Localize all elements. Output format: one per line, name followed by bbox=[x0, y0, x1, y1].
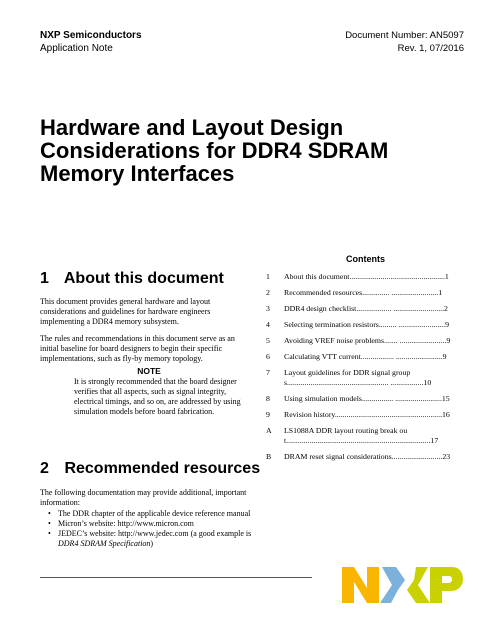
logo-x-left bbox=[380, 567, 405, 603]
note-title: NOTE bbox=[137, 366, 161, 376]
logo-p bbox=[430, 567, 463, 603]
section-1-body bbox=[40, 297, 252, 371]
toc-entry-5[interactable]: 5 Avoiding VREF noise problems....... ........................9 bbox=[266, 336, 451, 345]
table-of-contents bbox=[266, 272, 462, 462]
toc-entry-B[interactable]: B DRAM reset signal considerations..........................23 bbox=[266, 452, 451, 461]
doc-type: Application Note bbox=[40, 43, 113, 54]
toc-entry-3[interactable]: 3 DDR4 design checklist.................. ..........................2 bbox=[266, 304, 448, 313]
section-1-para-1: This document provides general hardware and layout considerations and guidelines for hardware engineers implementing a DDR4 memory subsystem. bbox=[40, 297, 211, 326]
toc-entry-6[interactable]: 6 Calculating VTT current................. ........................9 bbox=[266, 352, 447, 361]
document-title: Hardware and Layout Design Considerations for DDR4 SDRAM Memory Interfaces bbox=[40, 115, 389, 186]
toc-entry-9[interactable]: 9 Revision history.......................................................16 bbox=[266, 410, 450, 419]
toc-entry-1[interactable]: 1 About this document.................................................1 bbox=[266, 272, 449, 281]
resource-list bbox=[40, 509, 252, 549]
section-2-intro: The following documentation may provide additional, important information: bbox=[40, 488, 247, 507]
section-1-para-2: The rules and recommendations in this document serve as an initial baseline for board designers to begin their specific implementations, such as fly-by memory topology. bbox=[40, 334, 235, 363]
doc-number: Document Number: AN5097 bbox=[345, 30, 464, 41]
section-2-title: Recommended resources bbox=[64, 460, 261, 477]
logo-x-right bbox=[407, 567, 430, 603]
resource-item: • Micron’s website: http://www.micron.com bbox=[58, 519, 252, 529]
header-right bbox=[345, 29, 464, 55]
toc-entry-8[interactable]: 8 Using simulation models................ ........................15 bbox=[266, 394, 450, 403]
nxp-logo bbox=[340, 566, 464, 604]
company-name: NXP Semiconductors bbox=[40, 30, 142, 41]
contents-title: Contents bbox=[346, 254, 385, 264]
toc-entry-7[interactable]: 7 Layout guidelines for DDR signal groups.................................................... .................10 bbox=[266, 368, 432, 387]
section-1-heading bbox=[40, 270, 224, 288]
toc-entry-4[interactable]: 4 Selecting termination resistors......... ........................9 bbox=[266, 320, 450, 329]
section-1-title: About this document bbox=[63, 270, 224, 287]
note-box bbox=[74, 366, 252, 417]
footer-rule bbox=[40, 577, 312, 578]
note-text: It is strongly recommended that the board designer verifies that all aspects, such as signal integrity, electrical timings, and so on, are addressed by using simulation models before board fabrication. bbox=[74, 377, 241, 416]
resource-item: • The DDR chapter of the applicable device reference manual bbox=[58, 509, 252, 519]
toc-entry-2[interactable]: 2 Recommended resources.............. ........................1 bbox=[266, 288, 443, 297]
toc-entry-A[interactable]: A LS1088A DDR layout routing break out..........................................................................17 bbox=[266, 426, 439, 445]
section-2-heading bbox=[40, 460, 260, 478]
spec-title: DDR4 SDRAM Specification bbox=[58, 539, 151, 548]
revision: Rev. 1, 07/2016 bbox=[397, 43, 464, 54]
section-2-body bbox=[40, 488, 252, 549]
header-left bbox=[40, 29, 142, 55]
logo-n bbox=[342, 567, 379, 603]
section-2-number: 2 bbox=[40, 460, 49, 477]
resource-item: • JEDEC’s website: http://www.jedec.com (a good example is DDR4 SDRAM Specification) bbox=[58, 529, 252, 549]
section-1-number: 1 bbox=[40, 270, 49, 287]
